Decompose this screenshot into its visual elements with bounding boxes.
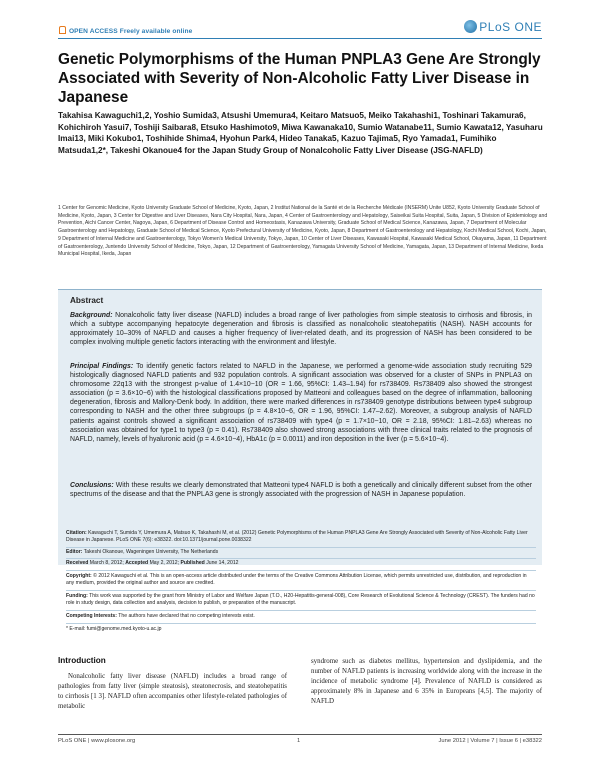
meta-divider (66, 610, 536, 611)
header-divider (58, 38, 542, 39)
editor-text: Takeshi Okanoue, Wageningen University, The Netherlands (83, 549, 219, 555)
findings-label: Principal Findings: (70, 363, 134, 370)
body-column-left: Nonalcoholic fatty liver disease (NAFLD) includes a broad range of pathologies from fatty liver (simple steatosis), steatonecrosis, and steatohepatitis to cirrhosis [1 3]. NAFLD often accompanies other lifestyle-related pathologies of metabolic (58, 673, 287, 710)
journal-logo-text: PLoS ONE (479, 20, 542, 34)
copyright-text: © 2012 Kawaguchi et al. This is an open-access article distributed under the terms of the Creative Commons Attribution License, which permits unrestricted use, distribution, and reproduction in any medium, provided the original author and source are credited. (66, 573, 527, 587)
dates (66, 560, 536, 567)
editor-label: Editor: (66, 549, 83, 555)
editor (66, 549, 536, 556)
abstract-conclusions (70, 481, 532, 499)
findings-text: To identify genetic factors related to NAFLD in the Japanese, we performed a genome-wide association study recruiting 529 histologically diagnosed NAFLD patients and 932 population controls. A significant association was observed for a cluster of SNPs in PNPLA3 on chromosome 22q13 with the strongest p-value of 1.4×10−10 (OR = 1.66, 95%CI: 1.43–1.94) for rs738409. Rs738409 also showed the strongest association (p = 3.6×10−6) with the histological classifications proposed by Matteoni and colleagues based on the degree of inflammation, ballooning degeneration, fibrosis and Mallory-Denk body. In addition, there were marked differences in rs738409 genotype distributions between type4 subgroup corresponding to NASH and the other three subgroups (p = 4.8×10−6, OR = 1.96, 95%CI: 1.47–2.62). Moreover, a subgroup analysis of NAFLD patients against controls showed a significant association of rs738409 with type4 (p = 1.7×10−10, OR = 2.18, 95%CI: 1.81–2.63) whereas no association was obtained for type1 to type3 (p = 0.41). Rs738409 also showed strong associations with three clinical traits related to the prognosis of NAFLD, namely, levels of hyaluronic acid (p = 4.6×10−4), HbA1c (p = 0.0011) and iron deposition in the liver (p = 5.6×10−4). (70, 363, 532, 443)
abstract-background (70, 311, 532, 347)
open-access-text: OPEN ACCESS Freely available online (68, 28, 193, 35)
conclusions-label: Conclusions: (70, 482, 114, 489)
meta-divider (66, 558, 536, 559)
published-label: Published (180, 560, 205, 566)
introduction-heading: Introduction (58, 656, 106, 665)
meta-divider (66, 547, 536, 548)
open-access-banner (58, 26, 192, 35)
conclusions-text: With these results we clearly demonstrated that Matteoni type4 NAFLD is both a genetically and clinically different subset from the other spectrums of the disease and that the PNPLA3 gene is strongly associated with the progression of NASH in Japanese population. (70, 482, 533, 499)
citation-label: Citation: (66, 530, 87, 536)
footer-divider (58, 734, 542, 735)
competing-interests-text: The authors have declared that no competing interests exist. (118, 613, 255, 619)
competing-interests (66, 613, 536, 620)
copyright-label: Copyright: (66, 573, 92, 579)
footer-journal-url[interactable]: PLoS ONE | www.plosone.org (58, 738, 136, 744)
abstract-heading: Abstract (70, 296, 104, 305)
funding (66, 593, 536, 607)
journal-logo (464, 20, 542, 34)
correspondence-email[interactable]: * E-mail: fumi@genome.med.kyoto-u.ac.jp (66, 626, 162, 632)
affiliations: 1 Center for Genomic Medicine, Kyoto University Graduate School of Medicine, Kyoto, Japan, 2 Institut National de la Santé et de la Recherche Médicale (INSERM) Unite U852, Kyoto University Graduate School of Medicine, Kyoto, Japan, 3 Center for Digestive and Liver Diseases, Nara City Hospital, Nara, Japan, 4 Center of Gastroenterology and Hepatology, Saiseikai Suita Hospital, Suita, Japan, 5 Division of Epidemiology and Prevention, Aichi Cancer Center, Nagoya, Japan, 6 Department of Disease Control and Homeostasis, Kanazawa University, Graduate School of Medical Science, Kanazawa, Japan, 7 Department of Molecular Gastroenterology and Hepatology, Graduate School of Medical Science, Kyoto Prefectural University of Medicine, Kyoto, Japan, 8 Department of Gastroenterology and Hepatology, Kochi Medical School, Kochi, Japan, 9 Department of Internal Medicine and Gastroenterology, Tokyo Women's Medical University, Tokyo, Japan, 10 Center of Liver Diseases, Kawasaki Hospital, Kawasaki Medical School, Okayama, Japan, 11 Department of Gastroenterology, Juntendo University School of Medicine, Tokyo, Japan, 12 Department of Gastroenterology, Yamagata University School of Medicine, Yamagata, Japan, 13 Department of Internal Medicine, Ikeda Municipal Hospital, Ikeda, Japan (58, 205, 548, 258)
published-date: June 14, 2012 (206, 560, 239, 566)
abstract-findings (70, 362, 532, 444)
body-column-right: syndrome such as diabetes mellitus, hypertension and dyslipidemia, and the number of NAFLD patients is increasing worldwide along with the increase in the incidence of metabolic syndrome [4]. Prevalence of NAFLD is considered as approximately 8% in Japanese and 6 35% in Europeans [4,5]. The majority of NAFLD (311, 658, 542, 705)
citation (66, 530, 536, 544)
article-title: Genetic Polymorphisms of the Human PNPLA3 Gene Are Strongly Associated with Severity of Non-Alcoholic Fatty Liver Disease in Japanese (58, 51, 541, 106)
accepted-label: Accepted (125, 560, 149, 566)
copyright (66, 573, 536, 587)
received-date: March 8, 2012; (89, 560, 124, 566)
author-list: Takahisa Kawaguchi1,2, Yoshio Sumida3, Atsushi Umemura4, Keitaro Matsuo5, Meiko Takahashi1, Toshinari Takamura6, Kohichiroh Yasui7, Toshiji Saibara8, Etsuko Hashimoto9, Miwa Kawanaka10, Sumio Watanabe11, Sumio Kawata12, Yasuharu Imai13, Miki Kokubo1, Toshihide Shima4, Hyohun Park4, Hideo Tanaka5, Kazuo Tajima5, Ryo Yamada1, Fumihiko Matsuda1,2*, Takeshi Okanoue4 for the Japan Study Group of Nonalcoholic Fatty Liver Disease (JSG-NAFLD) (58, 111, 543, 155)
accepted-date: May 2, 2012; (149, 560, 180, 566)
funding-text: This work was supported by the grant from Ministry of Labor and Welfare Japan (T.O., H20-Hepatitis-general-008), Core Research of Evolutional Science & Technology (CREST). The funders had no role in study design, data collection and analysis, decision to publish, or preparation of the manuscript. (66, 593, 535, 607)
background-text: Nonalcoholic fatty liver disease (NAFLD) includes a broad range of liver pathologies from simple steatosis to cirrhosis and fibrosis, in which a subtype accompanying hepatocyte degeneration and fibrosis is classified as nonalcoholic steatohepatitis (NASH). NASH accounts for approximately 10–30% of NAFLD and causes a higher frequency of liver-related death, and its progression of NASH has been considered to be complex involving multiple genetic factors interacting with the environment and lifestyle. (70, 312, 532, 347)
citation-text: Kawaguchi T, Sumida Y, Umemura A, Matsuo K, Takahashi M, et al. (2012) Genetic Polymorphisms of the Human PNPLA3 Gene Are Strongly Associated with Severity of Non-Alcoholic Fatty Liver Disease in Japanese. PLoS ONE 7(6): e38322. doi:10.1371/journal.pone.0038322 (66, 530, 528, 544)
meta-divider (66, 623, 536, 624)
meta-divider (66, 590, 536, 591)
plos-logo-icon (464, 20, 477, 33)
competing-interests-label: Competing Interests: (66, 613, 117, 619)
funding-label: Funding: (66, 593, 88, 599)
open-access-lock-icon (59, 26, 66, 34)
background-label: Background: (70, 312, 113, 319)
footer-issue-info: June 2012 | Volume 7 | Issue 6 | e38322 (438, 738, 542, 744)
received-label: Received (66, 560, 89, 566)
page-number: 1 (297, 738, 301, 744)
meta-divider (66, 570, 536, 571)
